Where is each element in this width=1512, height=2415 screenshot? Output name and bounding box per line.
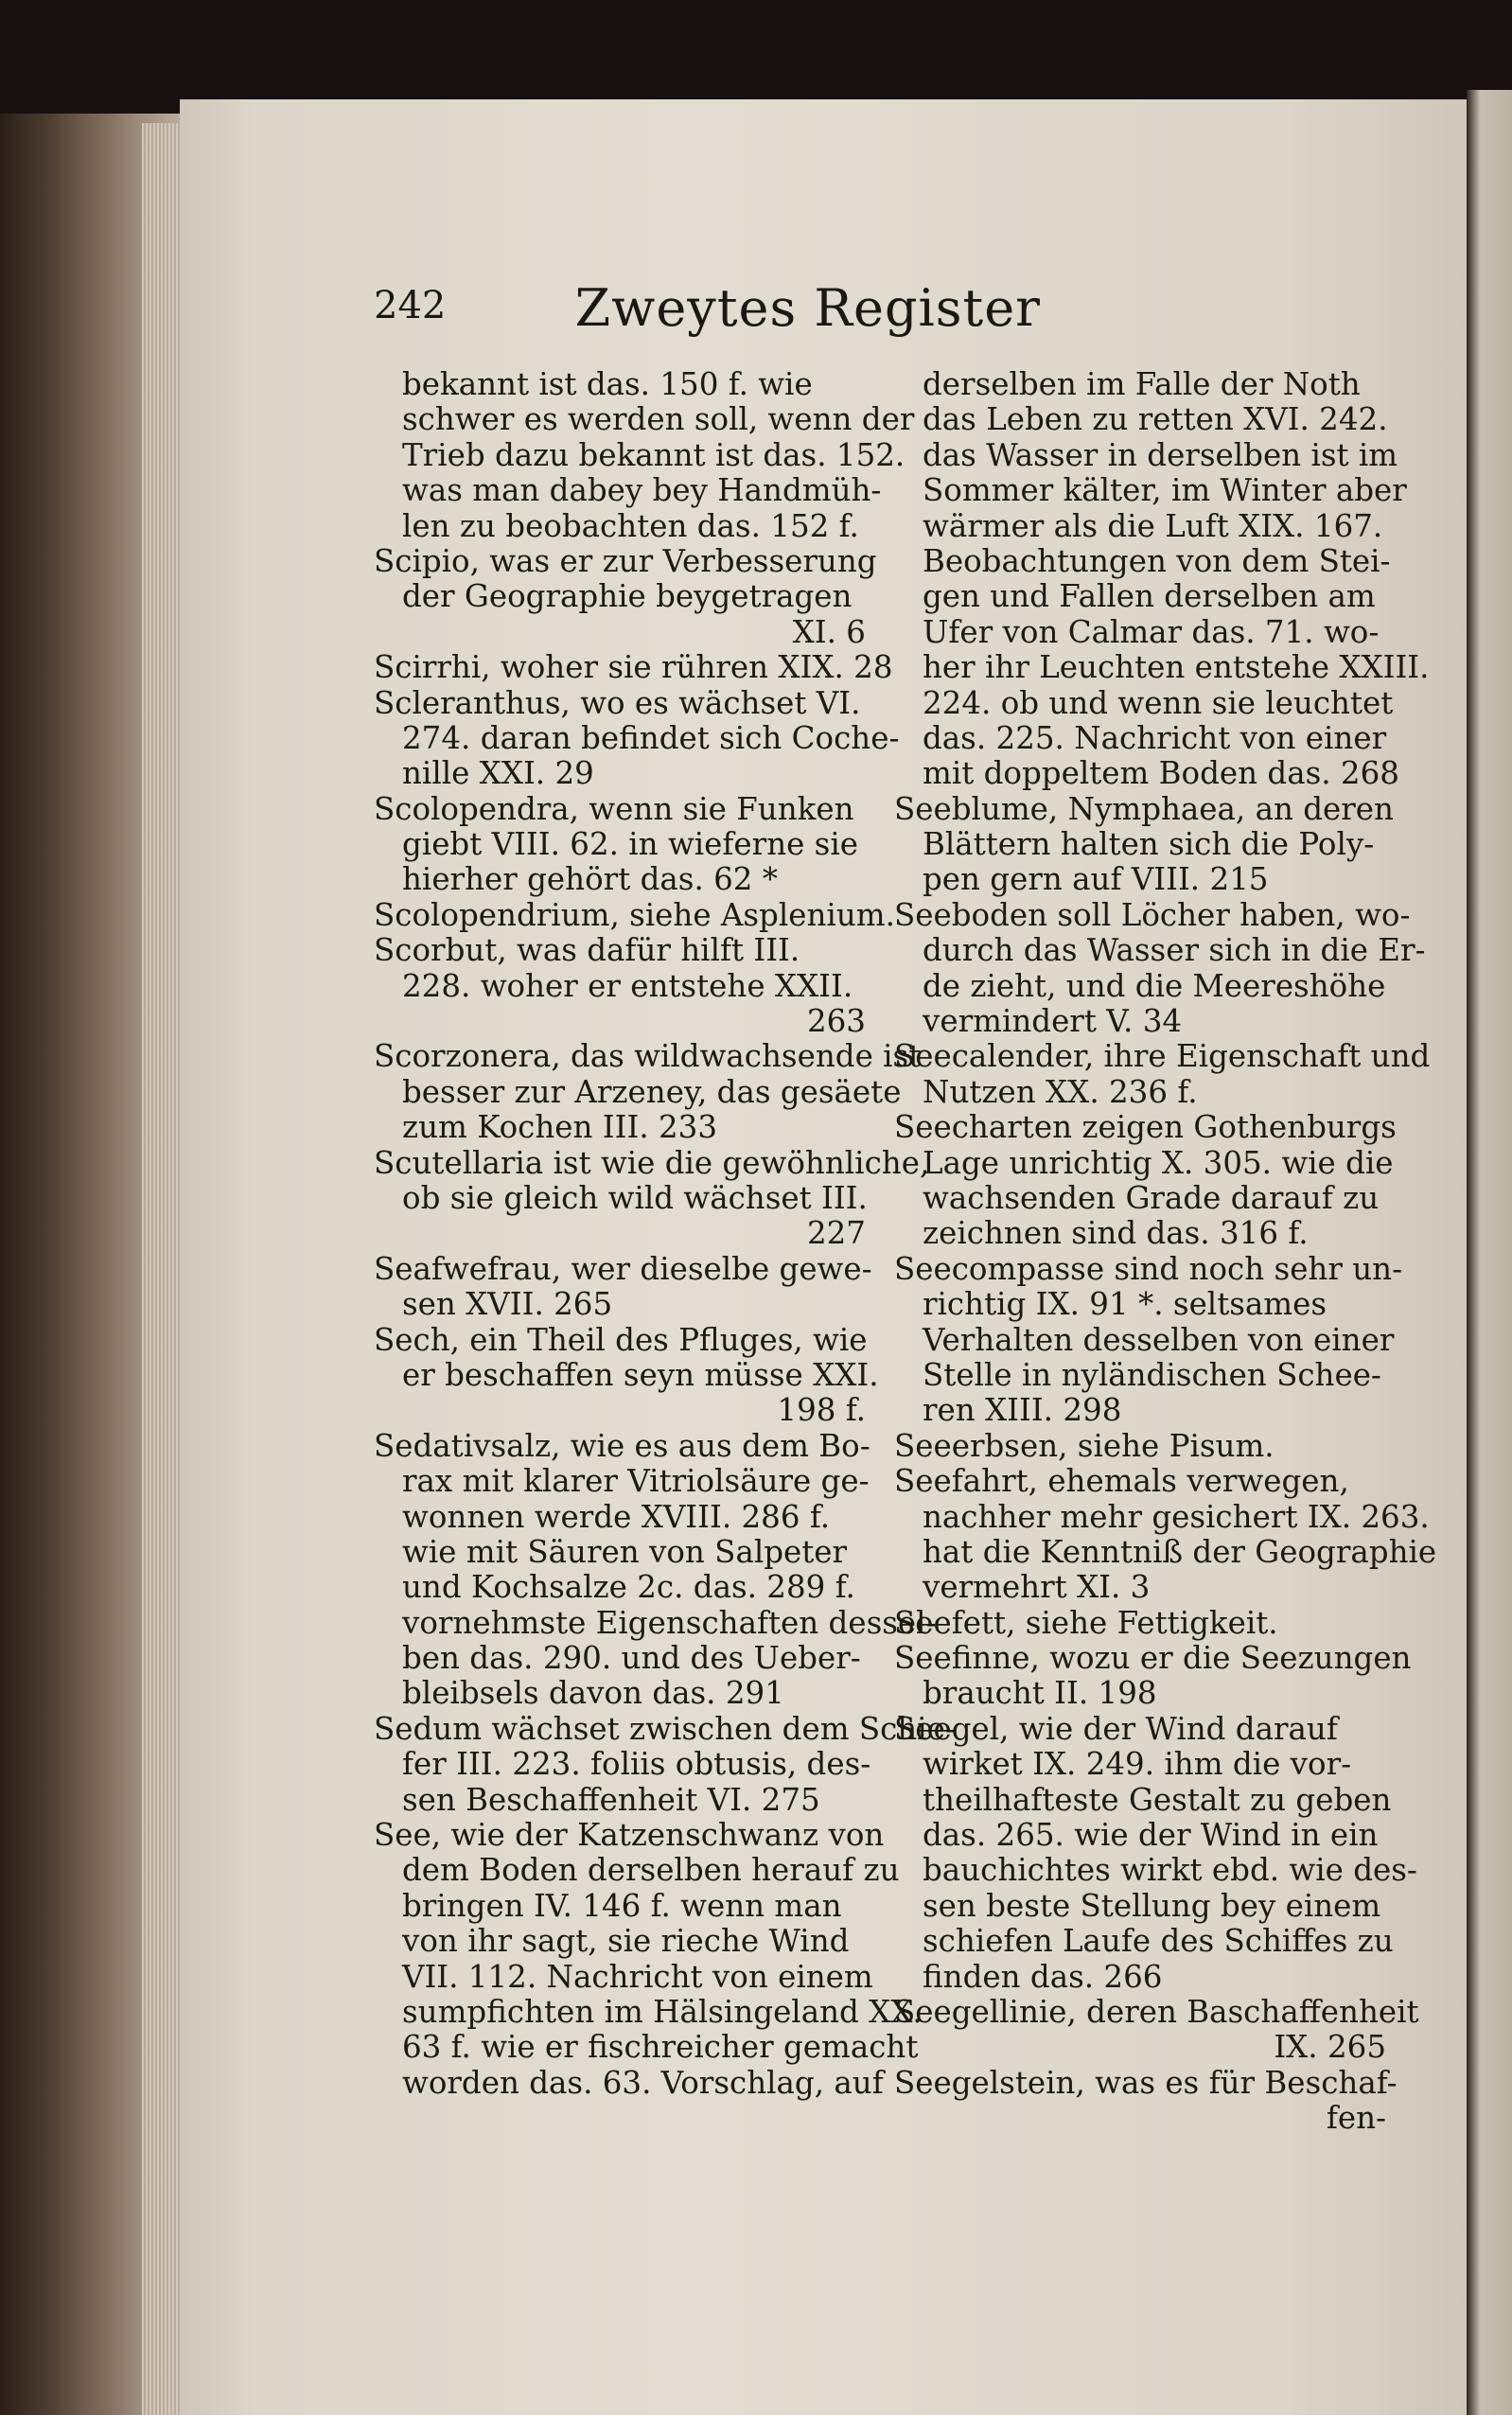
index-line: 227: [806, 1215, 866, 1252]
index-line: zeichnen sind das. 316 f.: [923, 1215, 1309, 1252]
index-line: wie mit Säuren von Salpeter: [402, 1533, 848, 1570]
index-line: hierher gehört das. 62 *: [402, 861, 779, 898]
index-line: Seecalender, ihre Eigenschaft und: [894, 1038, 1431, 1075]
index-line: IX. 265: [1274, 2029, 1386, 2066]
index-line: durch das Wasser sich in die Er-: [923, 932, 1426, 969]
index-line: vermehrt XI. 3: [923, 1569, 1151, 1606]
index-line: Seecharten zeigen Gothenburgs: [894, 1109, 1397, 1146]
index-line: und Kochsalze 2c. das. 289 f.: [402, 1569, 855, 1606]
index-line: sen beste Stellung bey einem: [923, 1887, 1381, 1924]
index-line: Scorbut, was dafür hilft III.: [374, 932, 800, 969]
index-line: mit doppeltem Boden das. 268: [923, 755, 1399, 792]
index-line: Trieb dazu bekannt ist das. 152.: [402, 436, 905, 473]
index-line: 224. ob und wenn sie leuchtet: [923, 684, 1394, 721]
index-line: Scirrhi, woher sie rühren XIX. 28: [374, 649, 893, 686]
index-line: Seeerbsen, siehe Pisum.: [894, 1427, 1275, 1464]
index-line: Scleranthus, wo es wächset VI.: [374, 684, 861, 721]
index-line: Verhalten desselben von einer: [923, 1321, 1395, 1358]
index-line: Ufer von Calmar das. 71. wo-: [923, 613, 1380, 650]
index-line: gen und Fallen derselben am: [923, 578, 1376, 615]
index-line: besser zur Arzeney, das gesäete: [402, 1073, 902, 1110]
index-line: Nutzen XX. 236 f.: [923, 1073, 1198, 1110]
index-column-right: [894, 366, 1437, 2137]
index-line: ren XIII. 298: [923, 1392, 1122, 1429]
index-line: de zieht, und die Meereshöhe: [923, 967, 1386, 1004]
index-line: Lage unrichtig X. 305. wie die: [923, 1144, 1394, 1181]
index-line: braucht II. 198: [923, 1675, 1157, 1712]
index-line: schiefen Laufe des Schiffes zu: [923, 1923, 1394, 1960]
index-line: Seefahrt, ehemals verwegen,: [894, 1463, 1349, 1500]
index-line: worden das. 63. Vorschlag, auf: [402, 2064, 884, 2101]
index-line: nachher mehr gesichert IX. 263.: [923, 1498, 1430, 1535]
index-line: das. 225. Nachricht von einer: [923, 719, 1387, 756]
index-line: Seeblume, Nymphaea, an deren: [894, 790, 1394, 827]
index-line: bauchichtes wirkt ebd. wie des-: [923, 1852, 1417, 1889]
index-line: vornehmste Eigenschaften dessel-: [402, 1604, 937, 1641]
index-column-left: [374, 366, 956, 2101]
index-line: 228. woher er entstehe XXII.: [402, 967, 853, 1004]
index-line: pen gern auf VIII. 215: [923, 861, 1269, 898]
index-line: Sedativsalz, wie es aus dem Bo-: [374, 1427, 870, 1464]
index-line: Seafwefrau, wer dieselbe gewe-: [374, 1250, 872, 1287]
index-line: der Geographie beygetragen: [402, 578, 853, 615]
index-line: Seegelstein, was es für Beschaf-: [894, 2064, 1398, 2101]
index-line: vermindert V. 34: [923, 1003, 1183, 1040]
index-line: Sech, ein Theil des Pfluges, wie: [374, 1321, 868, 1358]
index-line: Scolopendrium, siehe Asplenium.: [374, 896, 895, 933]
index-line: richtig IX. 91 *. seltsames: [923, 1286, 1327, 1323]
index-line: len zu beobachten das. 152 f.: [402, 507, 859, 544]
index-line: Scipio, was er zur Verbesserung: [374, 542, 877, 579]
index-line: 263: [806, 1003, 866, 1040]
index-line: nille XXI. 29: [402, 755, 594, 792]
index-line: wärmer als die Luft XIX. 167.: [923, 507, 1383, 544]
index-line: 274. daran befindet sich Coche-: [402, 719, 900, 756]
index-line: Stelle in nyländischen Schee-: [923, 1356, 1381, 1393]
index-line: rax mit klarer Vitriolsäure ge-: [402, 1463, 870, 1500]
index-line: bekannt ist das. 150 f. wie: [402, 366, 813, 402]
index-line: das Leben zu retten XVI. 242.: [923, 401, 1388, 438]
index-line: ob sie gleich wild wächset III.: [402, 1179, 868, 1216]
index-line: schwer es werden soll, wenn der: [402, 401, 915, 438]
index-line: bleibsels davon das. 291: [402, 1675, 784, 1712]
index-line: Seefett, siehe Fettigkeit.: [894, 1604, 1278, 1641]
index-line: VII. 112. Nachricht von einem: [402, 1958, 873, 1995]
index-line: von ihr sagt, sie rieche Wind: [402, 1923, 850, 1960]
index-line: das. 265. wie der Wind in ein: [923, 1817, 1379, 1854]
index-line: 198 f.: [777, 1392, 866, 1429]
running-head: [374, 278, 1041, 341]
index-line: wachsenden Grade darauf zu: [923, 1179, 1380, 1216]
index-line: Sommer kälter, im Winter aber: [923, 472, 1407, 509]
index-line: See, wie der Katzenschwanz von: [374, 1817, 885, 1854]
index-line: Scutellaria ist wie die gewöhnliche,: [374, 1144, 930, 1181]
index-line: Seegellinie, deren Baschaffenheit: [894, 1993, 1419, 2030]
index-line: derselben im Falle der Noth: [923, 366, 1361, 402]
index-line: finden das. 266: [923, 1958, 1163, 1995]
index-line: XI. 6: [792, 613, 866, 650]
index-line: Scolopendra, wenn sie Funken: [374, 790, 854, 827]
index-line: Seefinne, wozu er die Seezungen: [894, 1640, 1412, 1677]
index-line: ben das. 290. und des Ueber-: [402, 1640, 861, 1677]
index-line: wonnen werde XVIII. 286 f.: [402, 1498, 831, 1535]
index-line: fer III. 223. foliis obtusis, des-: [402, 1746, 871, 1783]
page-number: 242: [374, 284, 447, 327]
index-line: Beobachtungen von dem Stei-: [923, 542, 1391, 579]
index-line: fen-: [1326, 2100, 1386, 2137]
index-line: Sedum wächset zwischen dem Schie-: [374, 1710, 956, 1747]
index-line: wirket IX. 249. ihm die vor-: [923, 1746, 1352, 1783]
index-line: Seegel, wie der Wind darauf: [894, 1710, 1338, 1747]
facing-page-edge: [1467, 90, 1512, 2415]
index-line: her ihr Leuchten entstehe XXIII.: [923, 649, 1430, 686]
page-title: Zweytes Register: [574, 278, 1041, 338]
index-line: zum Kochen III. 233: [402, 1109, 718, 1146]
index-line: sen Beschaffenheit VI. 275: [402, 1781, 820, 1818]
index-line: das Wasser in derselben ist im: [923, 436, 1398, 473]
index-line: Seecompasse sind noch sehr un-: [894, 1250, 1403, 1287]
index-line: theilhafteste Gestalt zu geben: [923, 1781, 1392, 1818]
index-line: Blättern halten sich die Poly-: [923, 826, 1375, 863]
index-line: giebt VIII. 62. in wieferne sie: [402, 826, 858, 863]
index-line: bringen IV. 146 f. wenn man: [402, 1887, 842, 1924]
index-line: sumpfichten im Hälsingeland XX.: [402, 1993, 923, 2030]
index-line: Seeboden soll Löcher haben, wo-: [894, 896, 1411, 933]
index-line: 63 f. wie er fischreicher gemacht: [402, 2029, 919, 2066]
index-line: dem Boden derselben herauf zu: [402, 1852, 900, 1889]
index-line: hat die Kenntniß der Geographie: [923, 1533, 1437, 1570]
index-line: was man dabey bey Handmüh-: [402, 472, 882, 509]
index-line: er beschaffen seyn müsse XXI.: [402, 1356, 879, 1393]
index-line: sen XVII. 265: [402, 1286, 613, 1323]
index-line: Scorzonera, das wildwachsende ist: [374, 1038, 922, 1075]
